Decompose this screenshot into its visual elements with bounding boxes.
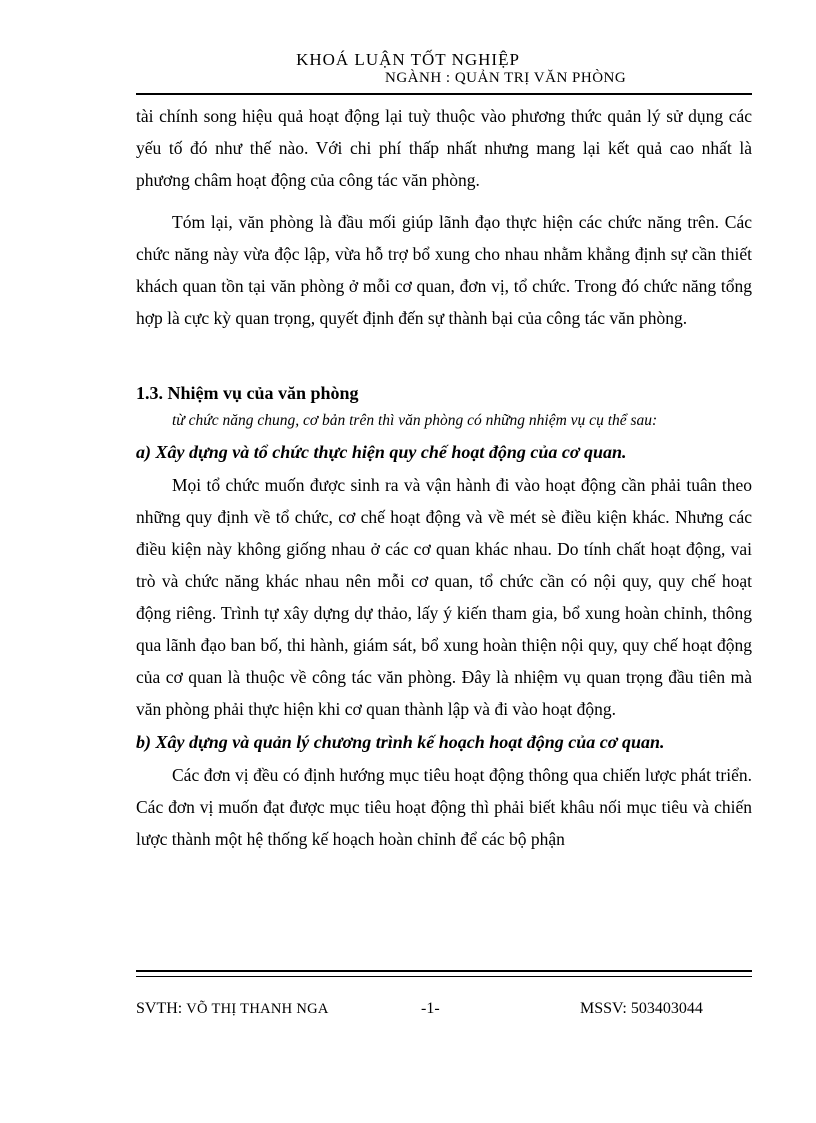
paragraph-continuation: tài chính song hiệu quả hoạt động lại tuỳ thuộc vào phương thức quản lý sử dụng các yếu tố đó như thế nào. Với chi phí thấp nhất nhưng mang lại kết quả cao nhất là phương châm hoạt động của công tác văn phòng. xyxy=(136,106,752,190)
header-subtitle: NGÀNH : QUẢN TRỊ VĂN PHÒNG xyxy=(385,70,627,86)
section-heading: 1.3. Nhiệm vụ của văn phòng xyxy=(136,383,359,403)
footer-rule-top xyxy=(136,970,752,972)
paragraph-a: Mọi tổ chức muốn được sinh ra và vận hành đi vào hoạt động cần phải tuân theo những quy định về tổ chức, cơ chế hoạt động và về mét sè điều kiện khác. Nhưng các điều kiện này không giống nhau ở các cơ quan khác nhau. Do tính chất hoạt động, vai trò và chức năng khác nhau nên mỗi cơ quan, tổ chức cần có nội quy, quy chế hoạt động riêng. Trình tự xây dựng dự thảo, lấy ý kiến tham gia, bổ xung hoàn chỉnh, thông qua lãnh đạo ban bố, thi hành, giám sát, bổ xung hoàn thiện nội quy, quy chế hoạt động của cơ quan là thuộc về công tác văn phòng. Đây là nhiệm vụ quan trọng đầu tiên mà văn phòng phải thực hiện khi cơ quan thành lập và đi vào hoạt động. xyxy=(136,475,752,719)
subsection-b-heading: b) Xây dựng và quản lý chương trình kế hoạch hoạt động của cơ quan. xyxy=(136,732,665,752)
document-body xyxy=(136,100,752,855)
header-rule xyxy=(136,93,752,95)
svth-label: SVTH: xyxy=(136,1000,183,1017)
student-id: MSSV: 503403044 xyxy=(580,1000,703,1017)
page-number: -1- xyxy=(421,1000,440,1017)
student-name: VÕ THỊ THANH NGA xyxy=(186,1001,329,1017)
subsection-a-heading: a) Xây dựng và tổ chức thực hiện quy chế hoạt động của cơ quan. xyxy=(136,442,627,462)
paragraph-b: Các đơn vị đều có định hướng mục tiêu hoạt động thông qua chiến lược phát triển. Các đơn vị muốn đạt được mục tiêu hoạt động thì phải biết khâu nối mục tiêu và chiến lược thành một hệ thống kế hoạch hoàn chỉnh để các bộ phận xyxy=(136,765,752,849)
header-title: KHOÁ LUẬN TỐT NGHIỆP xyxy=(296,50,520,69)
footer-rule-bottom xyxy=(136,976,752,977)
paragraph-summary: Tóm lại, văn phòng là đầu mối giúp lãnh đạo thực hiện các chức năng trên. Các chức năng này vừa độc lập, vừa hỗ trợ bổ xung cho nhau nhằm khẳng định sự cần thiết khách quan tồn tại văn phòng ở mỗi cơ quan, đơn vị, tổ chức. Trong đó chức năng tổng hợp là cực kỳ quan trọng, quyết định đến sự thành bại của công tác văn phòng. xyxy=(136,212,752,328)
footer-student xyxy=(136,1000,329,1018)
section-intro: từ chức năng chung, cơ bản trên thì văn phòng có những nhiệm vụ cụ thể sau: xyxy=(172,412,658,429)
